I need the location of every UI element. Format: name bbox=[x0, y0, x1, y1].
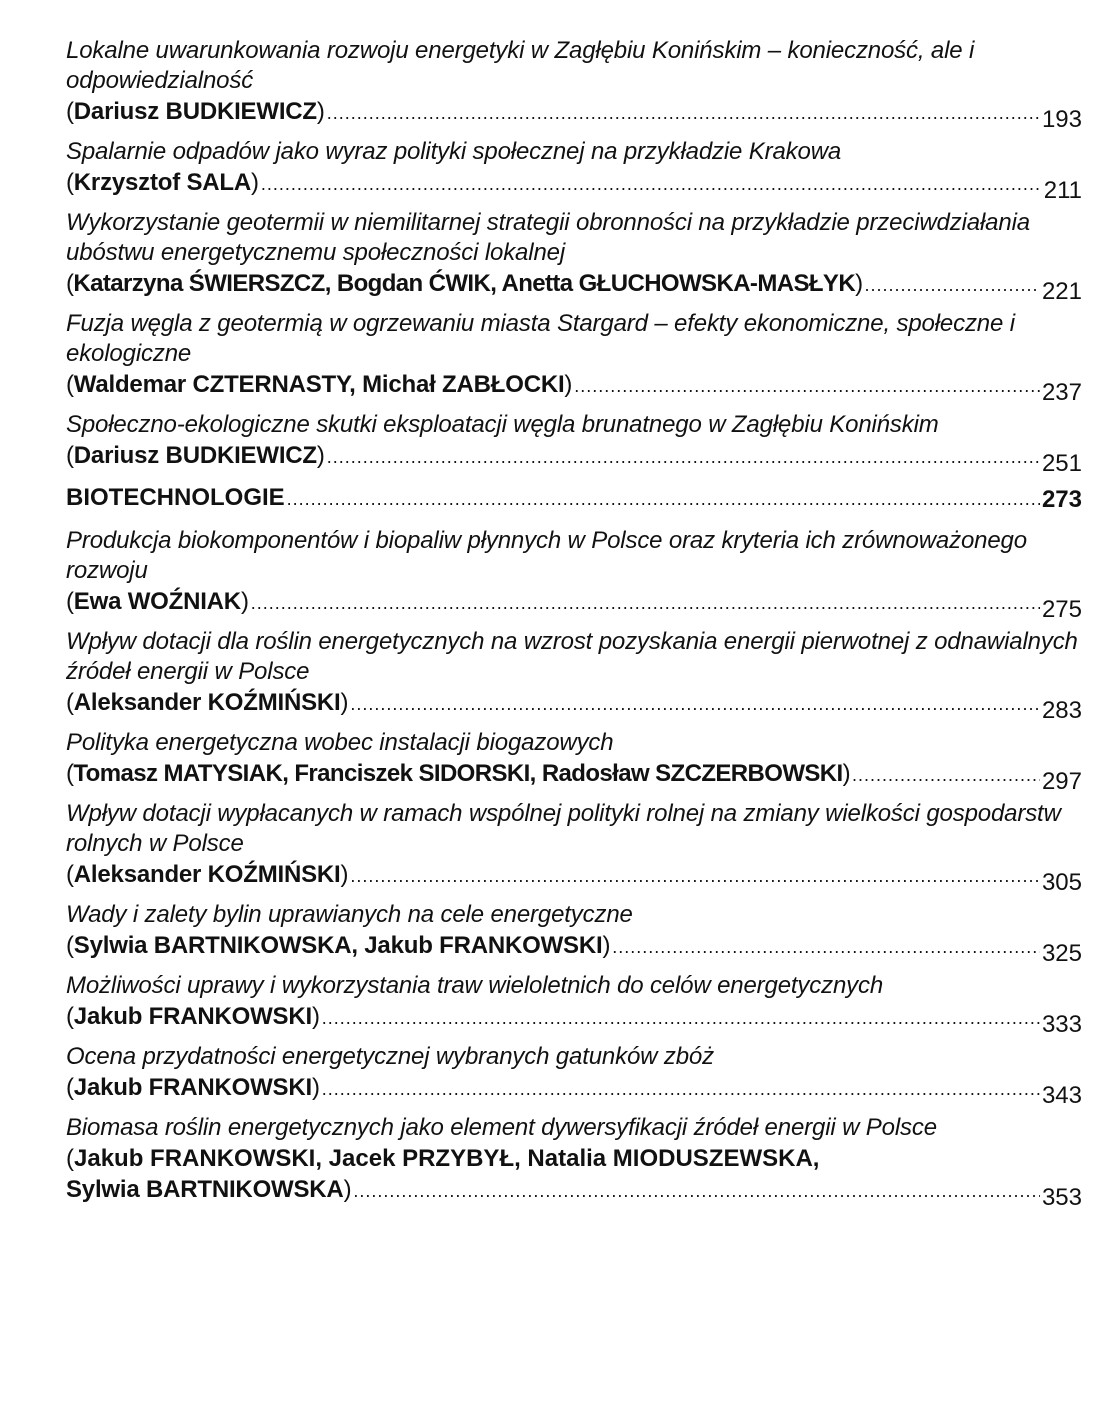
page-number: 325 bbox=[1041, 940, 1082, 967]
entry-authors: (Krzysztof SALA) bbox=[66, 169, 259, 196]
dot-leader bbox=[612, 932, 1040, 963]
dot-leader bbox=[864, 270, 1039, 301]
entry-title: Wady i zalety bylin uprawianych na cele energetyczne bbox=[66, 901, 633, 928]
page-number: 283 bbox=[1041, 697, 1082, 724]
dot-leader bbox=[327, 98, 1040, 129]
toc-entry[interactable] bbox=[58, 208, 1082, 305]
toc-entry[interactable] bbox=[58, 1113, 1082, 1211]
entry-authors: (Sylwia BARTNIKOWSKA, Jakub FRANKOWSKI) bbox=[66, 932, 611, 959]
dot-leader bbox=[350, 689, 1040, 720]
entry-author-line bbox=[58, 96, 1082, 133]
page-number: 343 bbox=[1041, 1082, 1082, 1109]
dot-leader bbox=[852, 760, 1040, 791]
dot-leader bbox=[350, 861, 1040, 892]
entry-author-line bbox=[58, 369, 1082, 406]
entry-authors-line-1: (Jakub FRANKOWSKI, Jacek PRZYBYŁ, Natalia MIODUSZEWSKA, bbox=[66, 1145, 820, 1172]
section-heading[interactable] bbox=[58, 481, 1082, 516]
page-number: 251 bbox=[1041, 450, 1082, 477]
entry-author-line bbox=[58, 586, 1082, 623]
entry-title: Biomasa roślin energetycznych jako element dywersyfikacji źródeł energii w Polsce bbox=[66, 1114, 937, 1141]
entry-author-line bbox=[58, 930, 1082, 967]
dot-leader bbox=[322, 1003, 1040, 1034]
entry-author-line bbox=[58, 268, 1082, 305]
dot-leader bbox=[327, 442, 1040, 473]
entry-author-line bbox=[58, 758, 1082, 795]
entry-title: Fuzja węgla z geotermią w ogrzewaniu miasta Stargard – efekty ekonomiczne, społeczne i ekologiczne bbox=[66, 310, 1015, 367]
section-page-number: 273 bbox=[1041, 486, 1082, 513]
toc-entry[interactable] bbox=[58, 1042, 1082, 1109]
entry-title: Wpływ dotacji dla roślin energetycznych na wzrost pozyskania energii pierwotnej z odnawialnych źródeł energii w Polsce bbox=[66, 628, 1078, 685]
entry-title: Wykorzystanie geotermii w niemilitarnej strategii obronności na przykładzie przeciwdziałania ubóstwu energetycznemu społeczności lokalnej bbox=[66, 209, 1030, 266]
entry-authors: (Ewa WOŹNIAK) bbox=[66, 588, 249, 615]
entry-author-line bbox=[58, 1174, 1082, 1211]
page-number: 221 bbox=[1041, 278, 1082, 305]
entry-authors: (Dariusz BUDKIEWICZ) bbox=[66, 98, 325, 125]
page-number: 237 bbox=[1041, 379, 1082, 406]
toc-entry[interactable] bbox=[58, 799, 1082, 896]
dot-leader bbox=[353, 1176, 1040, 1207]
dot-leader bbox=[322, 1074, 1040, 1105]
toc-entry[interactable] bbox=[58, 410, 1082, 477]
entry-authors: (Dariusz BUDKIEWICZ) bbox=[66, 442, 325, 469]
page-number: 353 bbox=[1041, 1184, 1082, 1211]
entry-authors: (Aleksander KOŹMIŃSKI) bbox=[66, 861, 349, 888]
toc-entry[interactable] bbox=[58, 627, 1082, 724]
entry-title: Produkcja biokomponentów i biopaliw płynnych w Polsce oraz kryteria ich zrównoważonego rozwoju bbox=[66, 527, 1027, 584]
entry-author-line bbox=[58, 440, 1082, 477]
toc-entry[interactable] bbox=[58, 36, 1082, 133]
page-number: 305 bbox=[1041, 869, 1082, 896]
dot-leader bbox=[574, 371, 1040, 402]
entry-authors: (Jakub FRANKOWSKI) bbox=[66, 1074, 320, 1101]
entry-title: Polityka energetyczna wobec instalacji biogazowych bbox=[66, 729, 614, 756]
entry-authors: (Tomasz MATYSIAK, Franciszek SIDORSKI, Radosław SZCZERBOWSKI) bbox=[66, 760, 850, 787]
page-number: 193 bbox=[1041, 106, 1082, 133]
toc-entry[interactable] bbox=[58, 309, 1082, 406]
toc-entry[interactable] bbox=[58, 526, 1082, 623]
entry-author-line bbox=[58, 687, 1082, 724]
dot-leader bbox=[251, 588, 1040, 619]
entry-title: Społeczno-ekologiczne skutki eksploatacji węgla brunatnego w Zagłębiu Konińskim bbox=[66, 411, 939, 438]
entry-author-line bbox=[58, 167, 1082, 204]
page-number: 297 bbox=[1041, 768, 1082, 795]
entry-authors: (Katarzyna ŚWIERSZCZ, Bogdan ĆWIK, Anetta GŁUCHOWSKA-MASŁYK) bbox=[66, 270, 863, 297]
entry-title: Spalarnie odpadów jako wyraz polityki społecznej na przykładzie Krakowa bbox=[66, 138, 842, 165]
page-number: 333 bbox=[1041, 1011, 1082, 1038]
entry-authors: (Jakub FRANKOWSKI) bbox=[66, 1003, 320, 1030]
page-number: 275 bbox=[1041, 596, 1082, 623]
toc-entry[interactable] bbox=[58, 137, 1082, 204]
page-number: 211 bbox=[1043, 177, 1082, 204]
entry-title: Ocena przydatności energetycznej wybranych gatunków zbóż bbox=[66, 1043, 714, 1070]
toc-entry[interactable] bbox=[58, 971, 1082, 1038]
entry-author-line bbox=[58, 859, 1082, 896]
entry-author-line bbox=[58, 1001, 1082, 1038]
table-of-contents bbox=[58, 36, 1082, 1215]
section-label: BIOTECHNOLOGIE bbox=[66, 484, 285, 511]
entry-title: Wpływ dotacji wypłacanych w ramach wspólnej polityki rolnej na zmiany wielkości gospodarstw rolnych w Polsce bbox=[66, 800, 1061, 857]
entry-authors: (Waldemar CZTERNASTY, Michał ZABŁOCKI) bbox=[66, 371, 573, 398]
entry-author-line bbox=[58, 1072, 1082, 1109]
entry-authors: (Aleksander KOŹMIŃSKI) bbox=[66, 689, 349, 716]
entry-title: Lokalne uwarunkowania rozwoju energetyki w Zagłębiu Konińskim – konieczność, ale i odpowiedzialność bbox=[66, 37, 975, 94]
toc-entry[interactable] bbox=[58, 728, 1082, 795]
toc-entry[interactable] bbox=[58, 900, 1082, 967]
entry-title: Możliwości uprawy i wykorzystania traw wieloletnich do celów energetycznych bbox=[66, 972, 884, 999]
dot-leader bbox=[261, 169, 1042, 200]
entry-authors-line-2: Sylwia BARTNIKOWSKA) bbox=[66, 1176, 352, 1203]
dot-leader bbox=[287, 482, 1040, 516]
